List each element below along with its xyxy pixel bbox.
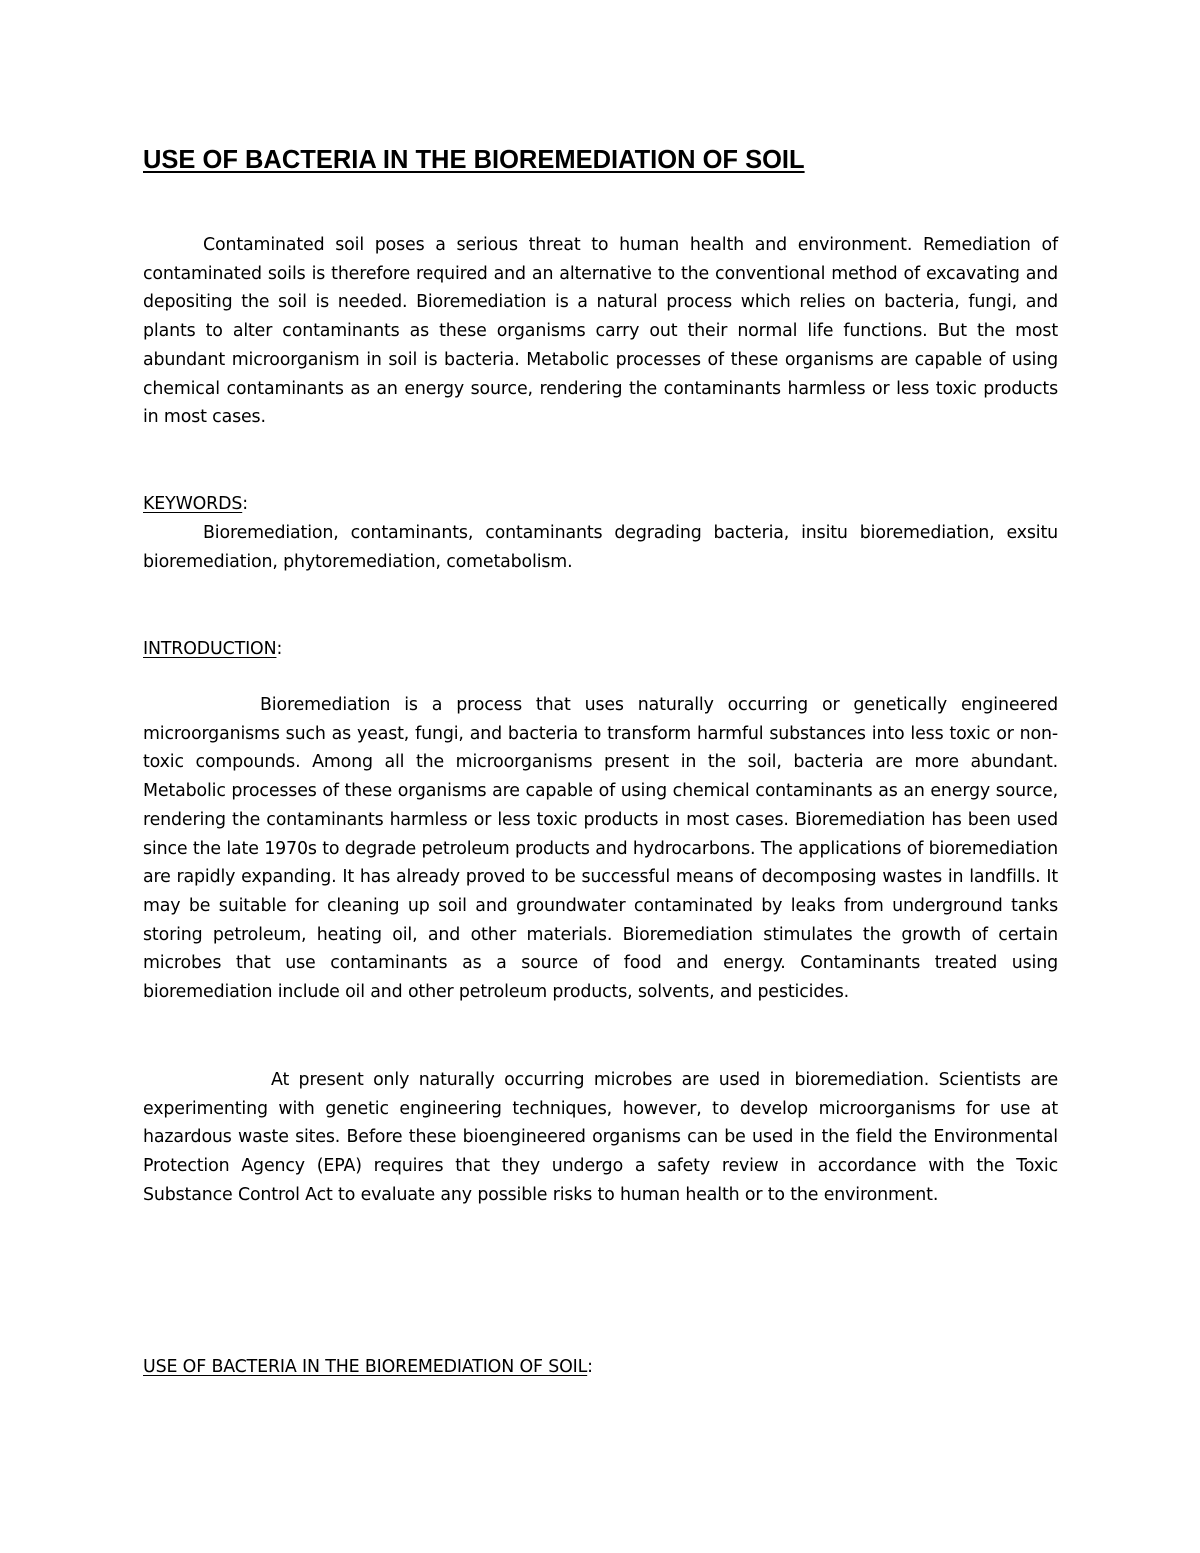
section-heading [143,1353,593,1381]
introduction-paragraph-1: Bioremediation is a process that uses naturally occurring or genetically engineered microorganisms such as yeast, fungi, and bacteria to transform harmful substances into less toxic or non-toxic compounds. Among all the microorganisms present in the soil, bacteria are more abundant. Metabolic processes of these organisms are capable of using chemical contaminants as an energy source, rendering the contaminants harmless or less toxic products in most cases. Bioremediation has been used since the late 1970s to degrade petroleum products and hydrocarbons. The applications of bioremediation are rapidly expanding. It has already proved to be successful means of decomposing wastes in landfills. It may be suitable for cleaning up soil and groundwater contaminated by leaks from underground tanks storing petroleum, heating oil, and other materials. Bioremediation stimulates the growth of certain microbes that use contaminants as a source of food and energy. Contaminants treated using bioremediation include oil and other petroleum products, solvents, and pesticides. [143,695,1058,1003]
section-heading-label: USE OF BACTERIA IN THE BIOREMEDIATION OF SOIL [143,1357,588,1377]
section-heading-colon: : [587,1357,593,1377]
introduction-heading-label: INTRODUCTION [143,639,277,659]
keywords-heading-colon: : [242,494,248,514]
document-title: USE OF BACTERIA IN THE BIOREMEDIATION OF SOIL [143,146,805,174]
keywords-text: Bioremediation, contaminants, contaminants degrading bacteria, insitu bioremediation, exsitu bioremediation, phytoremediation, cometabolism. [143,523,1058,572]
introduction-heading [143,635,282,663]
introduction-paragraph-2: At present only naturally occurring microbes are used in bioremediation. Scientists are experimenting with genetic engineering techniques, however, to develop microorganisms for use at hazardous waste sites. Before these bioengineered organisms can be used in the field the Environmental Protection Agency (EPA) requires that they undergo a safety review in accordance with the Toxic Substance Control Act to evaluate any possible risks to human health or to the environment. [143,1070,1058,1205]
keywords-heading [143,490,248,518]
abstract-paragraph: Contaminated soil poses a serious threat to human health and environment. Remediation of contaminated soils is therefore required and an alternative to the conventional method of excavating and depositing the soil is needed. Bioremediation is a natural process which relies on bacteria, fungi, and plants to alter contaminants as these organisms carry out their normal life functions. But the most abundant microorganism in soil is bacteria. Metabolic processes of these organisms are capable of using chemical contaminants as an energy source, rendering the contaminants harmless or less toxic products in most cases. [143,235,1058,428]
introduction-heading-colon: : [276,639,283,659]
keywords-heading-label: KEYWORDS [143,494,243,514]
